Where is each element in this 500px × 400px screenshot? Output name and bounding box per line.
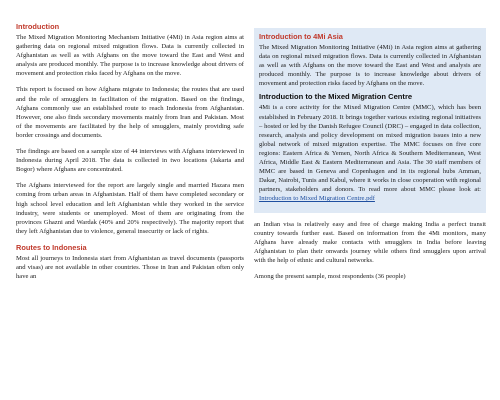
right-paragraph-2: Among the present sample, most respondents (36 people)	[254, 272, 406, 280]
info-box-heading: Introduction to 4Mi Asia	[259, 32, 343, 41]
intro-paragraph-1: The Mixed Migration Monitoring Mechanism Initiative (4Mi) in Asia region aims at gathering data on regional mixed migration flows. Data is currently collected in Afghanistan as well as with Afghans on the move toward the East and West and analysis are produced monthly. The purpose is to increase knowledge about drivers of movement and protection risks faced by Afghans on the move.	[16, 34, 244, 78]
left-column	[16, 22, 244, 288]
routes-heading: Routes to Indonesia	[16, 242, 87, 252]
intro-paragraph-2: This report is focused on how Afghans migrate to Indonesia; the routes that are used and the role of smugglers in facilitation of the migration. Based on the findings, Afghans commonly use an established route to reach Indonesia from Afghanistan. However, one also finds secondary movements mainly from Iran and Pakistan. Most of the movements are facilitated by the help of smugglers, mainly providing safe border crossings and documents.	[16, 86, 244, 139]
right-column	[254, 28, 486, 288]
introduction-heading: Introduction	[16, 22, 60, 31]
info-box	[254, 28, 486, 213]
intro-paragraph-3: The findings are based on a sample size of 44 interviews with Afghans interviewed in Indonesia during April 2018. The data is collected in two locations (Jakarta and Bogor) where Afghans are concentrated.	[16, 148, 244, 174]
info-box-paragraph: The Mixed Migration Monitoring Initiative (4Mi) in Asia region aims at gathering data on regional mixed migration flows. Data is currently collected in Afghanistan as well as with Afghans on the move toward the East and West and analysis are produced monthly. The purpose is to increase knowledge about drivers of movement and protection risks faced by Afghans on the move.	[259, 44, 481, 88]
intro-paragraph-4: The Afghans interviewed for the report are largely single and married Hazara men coming from urban areas in Afghanistan. Half of them have completed secondary or high school level education and left Afghanistan while they worked in the service industry, were students or unemployed. Most of them are originating from the provinces Ghazni and Wardak (40% and 20% respectively). The majority report that they left Afghanistan due to violence, general insecurity or lack of rights.	[16, 182, 244, 235]
mmc-heading: Introduction to the Mixed Migration Centre	[259, 92, 413, 102]
right-paragraph-1: an Indian visa is relatively easy and free of charge making India a perfect transit country towards further east. Based on information from the 4Mi monitors, many Afghans have already make contacts with smugglers in India before leaving Afghanistan to plan their onwards journey while others find smugglers upon arrival with the help of ethnic and cultural networks.	[254, 220, 486, 264]
routes-paragraph: Most all journeys to Indonesia start from Afghanistan as travel documents (passports and visas) are not available in other countries. Those in Iran and Pakistan often only have an	[16, 254, 244, 281]
mmc-paragraph-text: 4Mi is a core activity for the Mixed Migration Centre (MMC), which has been established in February 2018. It brings together various existing regional initiatives – hosted or led by the Danish Refugee Council (DRC) – engaged in data collection, research, analysis and policy development on mixed migration issues into a new global network of mixed migration expertise. The MMC focuses on five core regions: Eastern Africa & Yemen, North Africa & Southern Mediterranean, West Africa, Middle East & Eastern Mediterranean and Asia. The 30 staff members of MMC are based in Geneva and Copenhagen and in its regional hubs Amman, Dakar, Nairobi, Tunis and Kabul, where it works in close cooperation with regional partners, stakeholders and donors. To read more about MMC please look at:	[259, 104, 481, 194]
mmc-paragraph	[259, 103, 481, 203]
mmc-pdf-link[interactable]: Introduction to Mixed Migration Centre.pdf	[259, 195, 375, 203]
